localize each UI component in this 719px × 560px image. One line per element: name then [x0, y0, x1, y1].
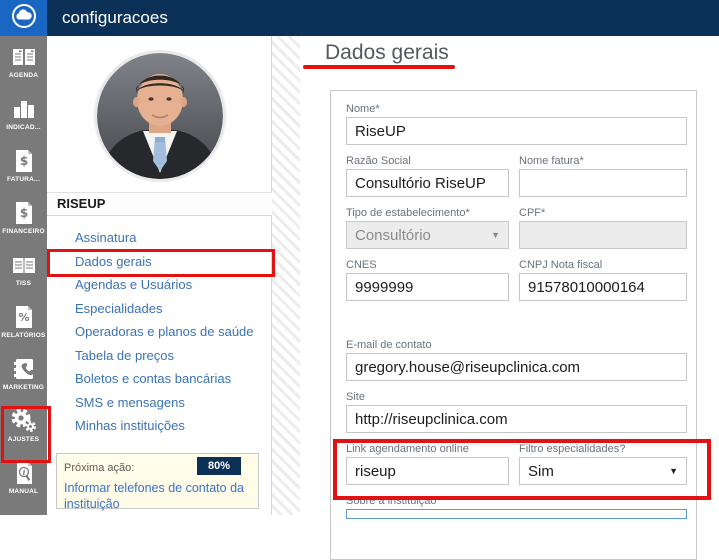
open-book-icon [11, 252, 37, 278]
iconbar-label: FINANCEIRO [2, 228, 45, 235]
iconbar-item-faturamento[interactable] [0, 148, 47, 200]
svg-text:$: $ [19, 154, 28, 168]
field-label: E-mail de contato [346, 339, 432, 351]
module-iconbar [0, 36, 47, 515]
nome-fatura-input[interactable] [519, 169, 687, 197]
razao-social-input[interactable] [346, 169, 509, 197]
bar-chart-icon [11, 96, 37, 122]
field-label: CNPJ Nota fiscal [519, 259, 603, 271]
cnpj-input[interactable] [519, 273, 687, 301]
iconbar-item-ajustes[interactable] [0, 408, 47, 460]
finance-dollar-icon [11, 200, 37, 226]
app-logo-button[interactable] [0, 0, 47, 36]
main-content [300, 36, 719, 515]
filtro-especialidades-select[interactable]: Sim ▼ [519, 457, 687, 485]
contact-book-phone-icon [11, 356, 37, 382]
menu-item-boletos[interactable]: Boletos e contas bancárias [75, 371, 232, 386]
progress-badge: 80% [197, 457, 241, 475]
iconbar-label: MANUAL [8, 488, 39, 495]
field-tipo-estabelecimento [346, 207, 509, 249]
field-razao-social [346, 155, 509, 197]
iconbar-item-tiss[interactable] [0, 252, 47, 304]
field-nome [346, 103, 687, 145]
field-label: Nome* [346, 103, 380, 115]
menu-item-dados-gerais[interactable]: Dados gerais [75, 253, 152, 269]
field-link-agendamento [346, 443, 509, 485]
menu-item-operadoras[interactable]: Operadoras e planos de saúde [75, 324, 254, 339]
menu-item-agendas-usuarios[interactable]: Agendas e Usuários [75, 277, 193, 292]
tipo-estabelecimento-select[interactable]: Consultório ▼ [346, 221, 509, 249]
settings-sidebar [47, 36, 272, 515]
iconbar-label: AGENDA [8, 72, 39, 79]
email-contato-input[interactable] [346, 353, 687, 381]
settings-menu [47, 226, 271, 438]
report-percent-icon [11, 304, 37, 330]
field-label: Site [346, 391, 365, 403]
field-sobre-instituicao [346, 495, 687, 519]
svg-text:i: i [22, 468, 25, 477]
svg-text:$: $ [19, 206, 28, 220]
field-label: Nome fatura* [519, 155, 584, 167]
field-label: CPF* [519, 207, 546, 219]
menu-item-especialidades[interactable]: Especialidades [75, 300, 163, 316]
field-label: CNES [346, 259, 377, 271]
page-header-title: configuracoes [62, 8, 168, 27]
next-action-box [56, 453, 259, 509]
cpf-input [519, 221, 687, 249]
institution-avatar [94, 50, 226, 182]
field-cpf [519, 207, 687, 249]
field-cnpj [519, 259, 687, 301]
invoice-dollar-icon [11, 148, 37, 174]
agenda-icon [11, 44, 37, 70]
chevron-down-icon: ▼ [491, 230, 500, 240]
iconbar-label: MARKETING [2, 384, 45, 391]
chevron-down-icon: ▼ [669, 466, 678, 476]
next-action-link[interactable]: Informar telefones de contato da instituição [64, 481, 244, 511]
menu-item-tabela-precos[interactable]: Tabela de preços [75, 347, 175, 363]
iconbar-item-marketing[interactable] [0, 356, 47, 408]
section-title: Dados gerais [325, 41, 449, 64]
next-action-label: Próxima ação: [64, 462, 135, 474]
iconbar-item-manual[interactable] [0, 460, 47, 512]
cnes-input[interactable] [346, 273, 509, 301]
iconbar-item-indicadores[interactable] [0, 96, 47, 148]
institution-name: RISEUP [47, 192, 272, 216]
iconbar-label: INDICAD... [6, 124, 41, 131]
gears-icon [11, 408, 37, 434]
svg-text:%: % [17, 311, 30, 324]
iconbar-label: FATURA... [6, 176, 41, 183]
field-label: Link agendamento online [346, 443, 469, 455]
field-cnes [346, 259, 509, 301]
field-nome-fatura [519, 155, 687, 197]
field-email [346, 339, 687, 381]
menu-item-sms[interactable]: SMS e mensagens [75, 394, 185, 410]
field-label: Razão Social [346, 155, 411, 167]
site-input[interactable] [346, 405, 687, 433]
iconbar-label: AJUSTES [7, 436, 40, 443]
app-header [0, 0, 719, 36]
menu-item-assinatura[interactable]: Assinatura [75, 230, 137, 245]
sobre-instituicao-textarea[interactable] [346, 509, 687, 519]
iconbar-label: TISS [15, 280, 32, 287]
field-label: Tipo de estabelecimento* [346, 207, 470, 219]
field-label: Filtro especialidades? [519, 443, 626, 455]
background-stripe-band [272, 36, 300, 515]
menu-item-minhas-instituicoes[interactable]: Minhas instituições [75, 418, 185, 433]
general-data-form [330, 90, 697, 560]
field-label: Sobre a instituição [346, 495, 437, 507]
manual-help-icon [11, 460, 37, 486]
nome-input[interactable] [346, 117, 687, 145]
link-agendamento-input[interactable] [346, 457, 509, 485]
cloud-icon [11, 3, 37, 34]
iconbar-item-financeiro[interactable] [0, 200, 47, 252]
field-filtro-especialidades [519, 443, 687, 485]
iconbar-item-agenda[interactable] [0, 44, 47, 96]
field-site [346, 391, 687, 433]
iconbar-label: RELATÓRIOS [1, 332, 46, 339]
iconbar-item-relatorios[interactable] [0, 304, 47, 356]
